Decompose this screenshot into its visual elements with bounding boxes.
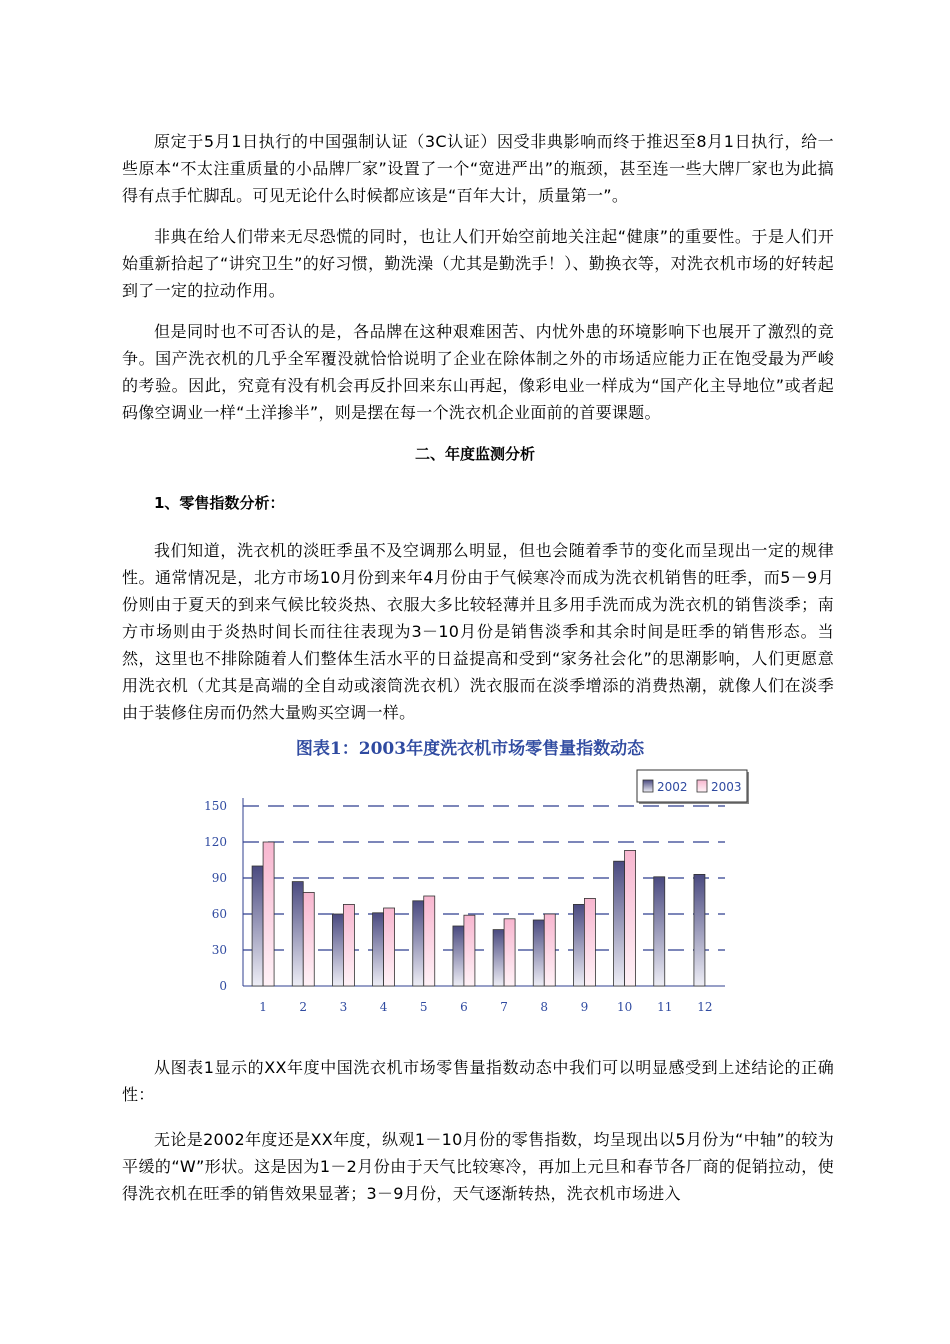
x-tick-label: 12 (697, 1000, 713, 1014)
paragraph-seasonality: 我们知道，洗衣机的淡旺季虽不及空调那么明显，但也会随着季节的变化而呈现出一定的规律性。通常情况是，北方市场10月份到来年4月份由于气候寒冷而成为洗衣机销售的旺季，而5－9月份则由于夏天的到来气候比较炎热、衣服大多比较轻薄并且多用手洗而成为洗衣机的销售淡季；南方市场则由于炎热时间长而往往表现为3－10月份是销售淡季和其余时间是旺季的销售形态。当然，这里也不排除随着人们整体生活水平的日益提高和受到“家务社会化”的思潮影响，人们更愿意用洗衣机（尤其是高端的全自动或滚筒洗衣机）洗衣服而在淡季增添的消费热潮，就像人们在淡季由于装修住房而仍然大量购买空调一样。 (122, 541, 834, 722)
bar-2003-10 (625, 850, 636, 986)
y-tick-label: 120 (204, 835, 227, 849)
legend-label-2003: 2003 (711, 780, 742, 794)
bar-2002-7 (493, 930, 504, 986)
y-tick-label: 150 (204, 799, 227, 813)
x-tick-label: 10 (616, 1000, 633, 1014)
retail-index-chart (185, 728, 765, 1028)
bar-2002-4 (373, 913, 384, 986)
x-tick-label: 1 (259, 1000, 267, 1014)
bar-2003-1 (263, 842, 274, 986)
section-heading: 二、年度监测分析 (414, 445, 535, 463)
subsection-heading: 1、零售指数分析： (154, 494, 285, 512)
bar-2002-10 (614, 861, 625, 986)
paragraph-competition: 但是同时也不可否认的是，各品牌在这种艰难困苦、内忧外患的环境影响下也展开了激烈的竞争。国产洗衣机的几乎全军覆没就恰恰说明了企业在除体制之外的市场适应能力正在饱受最为严峻的考验。因此，究竟有没有机会再反扑回来东山再起，像彩电业一样成为“国产化主导地位”或者起码像空调业一样“土洋掺半”，则是摆在每一个洗衣机企业面前的首要课题。 (122, 322, 834, 422)
bar-2003-2 (303, 892, 314, 986)
bar-2002-11 (654, 877, 665, 986)
x-tick-label: 8 (540, 1000, 549, 1014)
x-tick-label: 5 (419, 1000, 428, 1014)
paragraph-w-shape: 无论是2002年度还是XX年度，纵观1－10月份的零售指数，均呈现出以5月份为“中轴”的较为平缓的“W”形状。这是因为1－2月份由于天气比较寒冷，再加上元旦和春节各厂商的促销拉动，使得洗衣机在旺季的销售效果显著；3－9月份，天气逐渐转热，洗衣机市场进入 (122, 1130, 834, 1203)
chart-grid (243, 806, 725, 950)
x-tick-label: 11 (657, 1000, 673, 1014)
bar-2002-1 (252, 866, 263, 986)
paragraph-sars-health: 非典在给人们带来无尽恐慌的同时，也让人们开始空前地关注起“健康”的重要性。于是人们开始重新拾起了“讲究卫生”的好习惯，勤洗澡（尤其是勤洗手！）、勤换衣等，对洗衣机市场的好转起到了一定的拉动作用。 (122, 227, 834, 300)
bar-2002-3 (332, 914, 343, 986)
bar-2003-9 (584, 898, 595, 986)
chart-legend (637, 770, 749, 804)
paragraph-chart-reference: 从图表1显示的XX年度中国洗衣机市场零售量指数动态中我们可以明显感受到上述结论的正确性： (122, 1058, 834, 1104)
legend-swatch-2003 (697, 780, 707, 792)
x-tick-label: 4 (379, 1000, 388, 1014)
bar-2003-7 (504, 919, 515, 986)
x-tick-label: 2 (299, 1000, 308, 1014)
bar-2003-6 (464, 915, 475, 986)
y-tick-label: 30 (211, 943, 227, 957)
bar-2003-5 (424, 896, 435, 986)
y-tick-label: 60 (211, 907, 227, 921)
bar-2002-9 (573, 904, 584, 986)
bar-2002-6 (453, 926, 464, 986)
x-tick-label: 3 (339, 1000, 348, 1014)
bar-2003-3 (343, 904, 354, 986)
legend-swatch-2002 (643, 780, 653, 792)
y-tick-label: 0 (219, 979, 227, 993)
bar-2003-4 (384, 908, 395, 986)
paragraph-3c-certification: 原定于5月1日执行的中国强制认证（3C认证）因受非典影响而终于推迟至8月1日执行，给一些原本“不太注重质量的小品牌厂家”设置了一个“宽进严出”的瓶颈，甚至连一些大牌厂家也为此搞得有点手忙脚乱。可见无论什么时候都应该是“百年大计，质量第一”。 (122, 132, 834, 205)
bar-2002-12 (694, 874, 705, 986)
bar-2002-8 (533, 920, 544, 986)
x-tick-label: 9 (580, 1000, 589, 1014)
chart-title: 图表1：2003年度洗衣机市场零售量指数动态 (295, 739, 645, 759)
legend-label-2002: 2002 (657, 780, 688, 794)
y-tick-label: 90 (211, 871, 227, 885)
bar-2002-5 (413, 901, 424, 986)
x-tick-label: 7 (500, 1000, 508, 1014)
bar-2003-8 (544, 914, 555, 986)
bar-2002-2 (292, 882, 303, 986)
x-tick-label: 6 (460, 1000, 468, 1014)
